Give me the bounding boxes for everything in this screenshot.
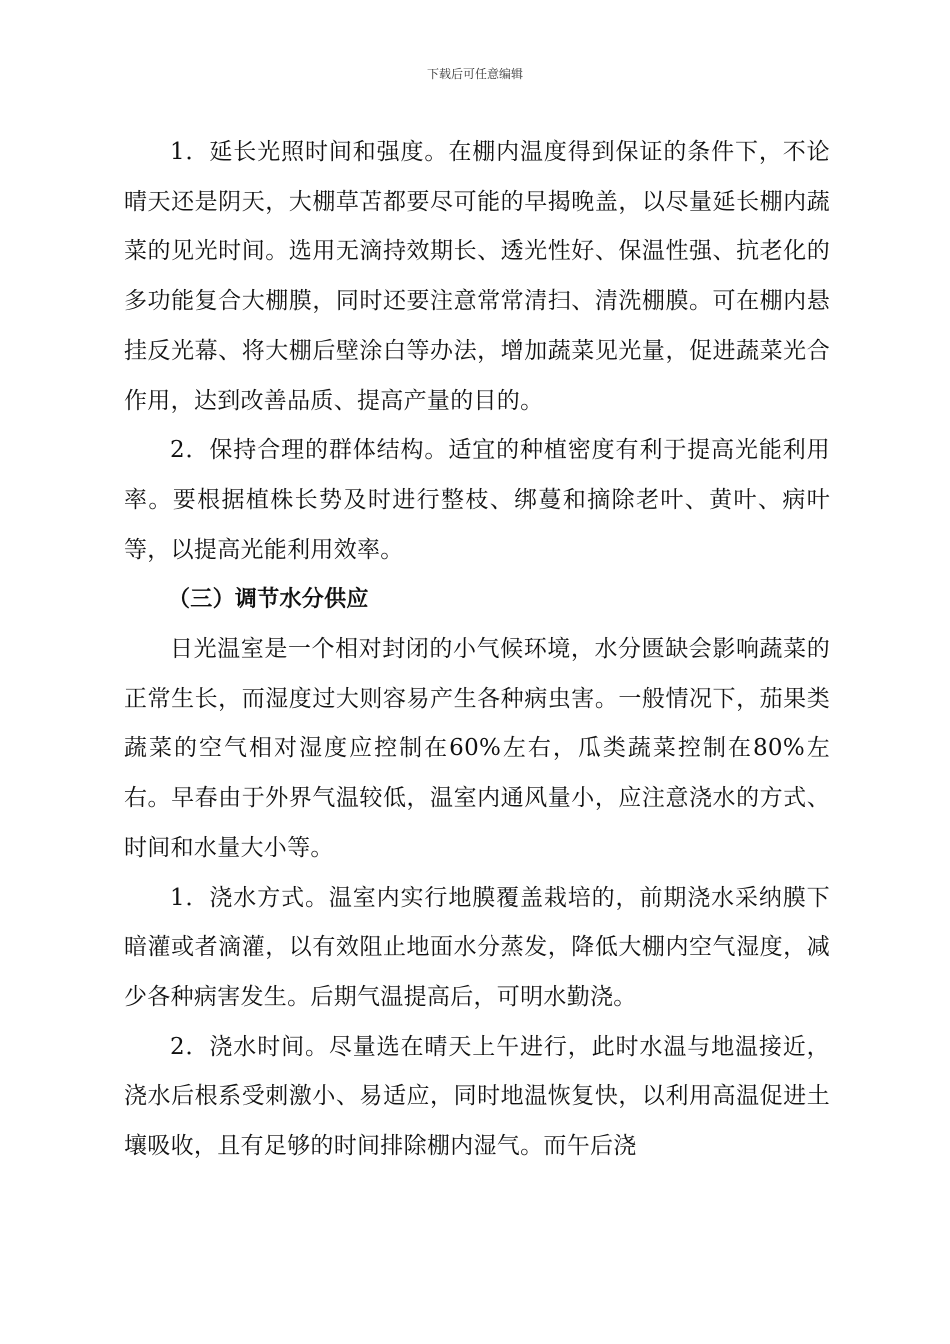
document-body (124, 128, 830, 1172)
paragraph-population-structure: 2．保持合理的群体结构。适宜的种植密度有利于提高光能利用率。要根据植株长势及时进行整枝、绑蔓和摘除老叶、黄叶、病叶等，以提高光能利用效率。 (124, 437, 830, 563)
paragraph-watering-time: 2．浇水时间。尽量选在晴天上午进行，此时水温与地温接近，浇水后根系受刺激小、易适应，同时地温恢复快，以利用高温促进土壤吸收，且有足够的时间排除棚内湿气。而午后浇 (124, 1033, 830, 1160)
paragraph-greenhouse-humidity: 日光温室是一个相对封闭的小气候环境，水分匮缺会影响蔬菜的正常生长，而湿度过大则容易产生各种病虫害。一般情况下，茄果类蔬菜的空气相对湿度应控制在60%左右，瓜类蔬菜控制在80%左右。早春由于外界气温较低，温室内通风量小，应注意浇水的方式、时间和水量大小等。 (124, 636, 830, 861)
paragraph-watering-method: 1．浇水方式。温室内实行地膜覆盖栽培的，前期浇水采纳膜下暗灌或者滴灌，以有效阻止地面水分蒸发，降低大棚内空气湿度，减少各种病害发生。后期气温提高后，可明水勤浇。 (124, 884, 830, 1010)
paragraph-extend-light: 1．延长光照时间和强度。在棚内温度得到保证的条件下，不论晴天还是阴天，大棚草苫都要尽可能的早揭晚盖，以尽量延长棚内蔬菜的见光时间。选用无滴持效期长、透光性好、保温性强、抗老化的多功能复合大棚膜，同时还要注意常常清扫、清洗棚膜。可在棚内悬挂反光幕、将大棚后壁涂白等办法，增加蔬菜见光量，促进蔬菜光合作用，达到改善品质、提高产量的目的。 (124, 139, 830, 414)
section-heading-water-supply: （三）调节水分供应 (168, 587, 369, 613)
page-header: 下载后可任意编辑 (426, 67, 523, 81)
